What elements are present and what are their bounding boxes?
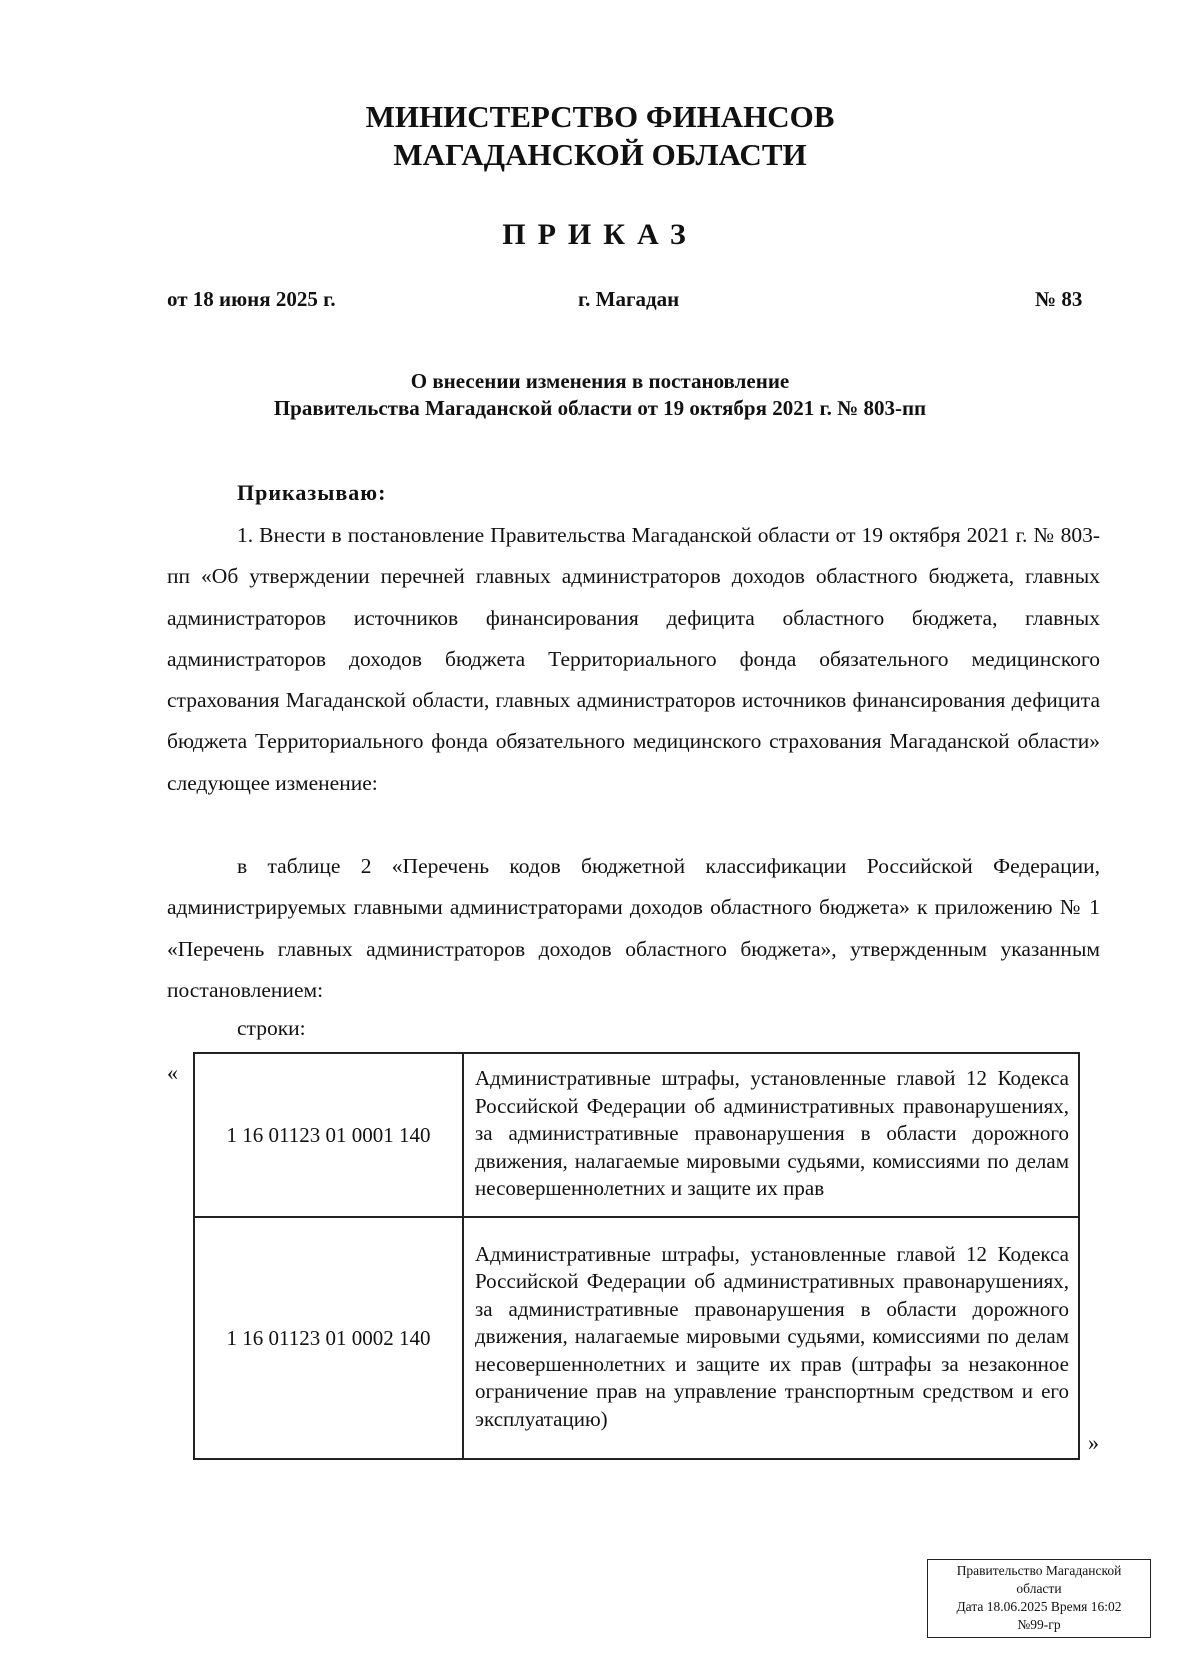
order-city: г. Магадан <box>578 287 680 311</box>
stamp-line4: №99-гр <box>1017 1617 1061 1632</box>
paragraph-1-text: 1. Внести в постановление Правительства Магаданской области от 19 октября 2021 г. № 803-пп «Об утверждении перечней главных администраторов доходов областного бюджета, главных администраторов источников финансирования дефицита областного бюджета, главных администраторов доходов бюджета Территориального фонда обязательного медицинского страхования Магаданской области, главных администраторов источников финансирования дефицита бюджета Территориального фонда обязательного медицинского страхования Магаданской области» следующее изменение: <box>167 523 1100 795</box>
table-cell-description: Административные штрафы, установленные главой 12 Кодекса Российской Федерации об административных правонарушениях, за административные правонарушения в области дорожного движения, налагаемые мировыми судьями, комиссиями по делам несовершеннолетних и защите их прав <box>463 1053 1079 1217</box>
order-subject <box>0 368 1200 422</box>
order-date: от 18 июня 2025 г. <box>167 287 336 311</box>
document-type-title: ПРИКАЗ <box>502 218 698 251</box>
table-row <box>194 1053 1079 1217</box>
open-quote: « <box>167 1060 178 1085</box>
stamp-line2: области <box>1016 1581 1062 1596</box>
table-cell-code: 1 16 01123 01 0001 140 <box>194 1053 463 1217</box>
table-cell-description: Административные штрафы, установленные главой 12 Кодекса Российской Федерации об административных правонарушениях, за административные правонарушения в области дорожного движения, налагаемые мировыми судьями, комиссиями по делам несовершеннолетних и защите их прав (штрафы за незаконное ограничение прав на управление транспортным средством и его эксплуатацию) <box>463 1217 1079 1459</box>
codes-table <box>193 1052 1080 1460</box>
paragraph-2-text: в таблице 2 «Перечень кодов бюджетной классификации Российской Федерации, администрируемых главными администраторами доходов областного бюджета» к приложению № 1 «Перечень главных администраторов доходов областного бюджета», утвержденным указанным постановлением: <box>167 854 1100 1002</box>
ministry-name-line1: МИНИСТЕРСТВО ФИНАНСОВ <box>365 99 835 134</box>
table-cell-code: 1 16 01123 01 0002 140 <box>194 1217 463 1459</box>
subject-line1: О внесении изменения в постановление <box>410 369 790 393</box>
paragraph-1 <box>167 515 1100 804</box>
stamp-line1: Правительство Магаданской <box>956 1563 1122 1578</box>
paragraph-2 <box>167 846 1100 1011</box>
ministry-name-line2: МАГАДАНСКОЙ ОБЛАСТИ <box>393 137 807 172</box>
close-quote: » <box>1088 1430 1099 1455</box>
table-row <box>194 1217 1079 1459</box>
subject-line2: Правительства Магаданской области от 19 октября 2021 г. № 803-пп <box>273 396 927 420</box>
registration-stamp <box>927 1559 1151 1638</box>
strings-label: строки: <box>237 1016 306 1040</box>
order-verb: Приказываю: <box>237 480 387 505</box>
order-number: № 83 <box>1035 287 1083 311</box>
stamp-line3: Дата 18.06.2025 Время 16:02 <box>956 1599 1122 1614</box>
